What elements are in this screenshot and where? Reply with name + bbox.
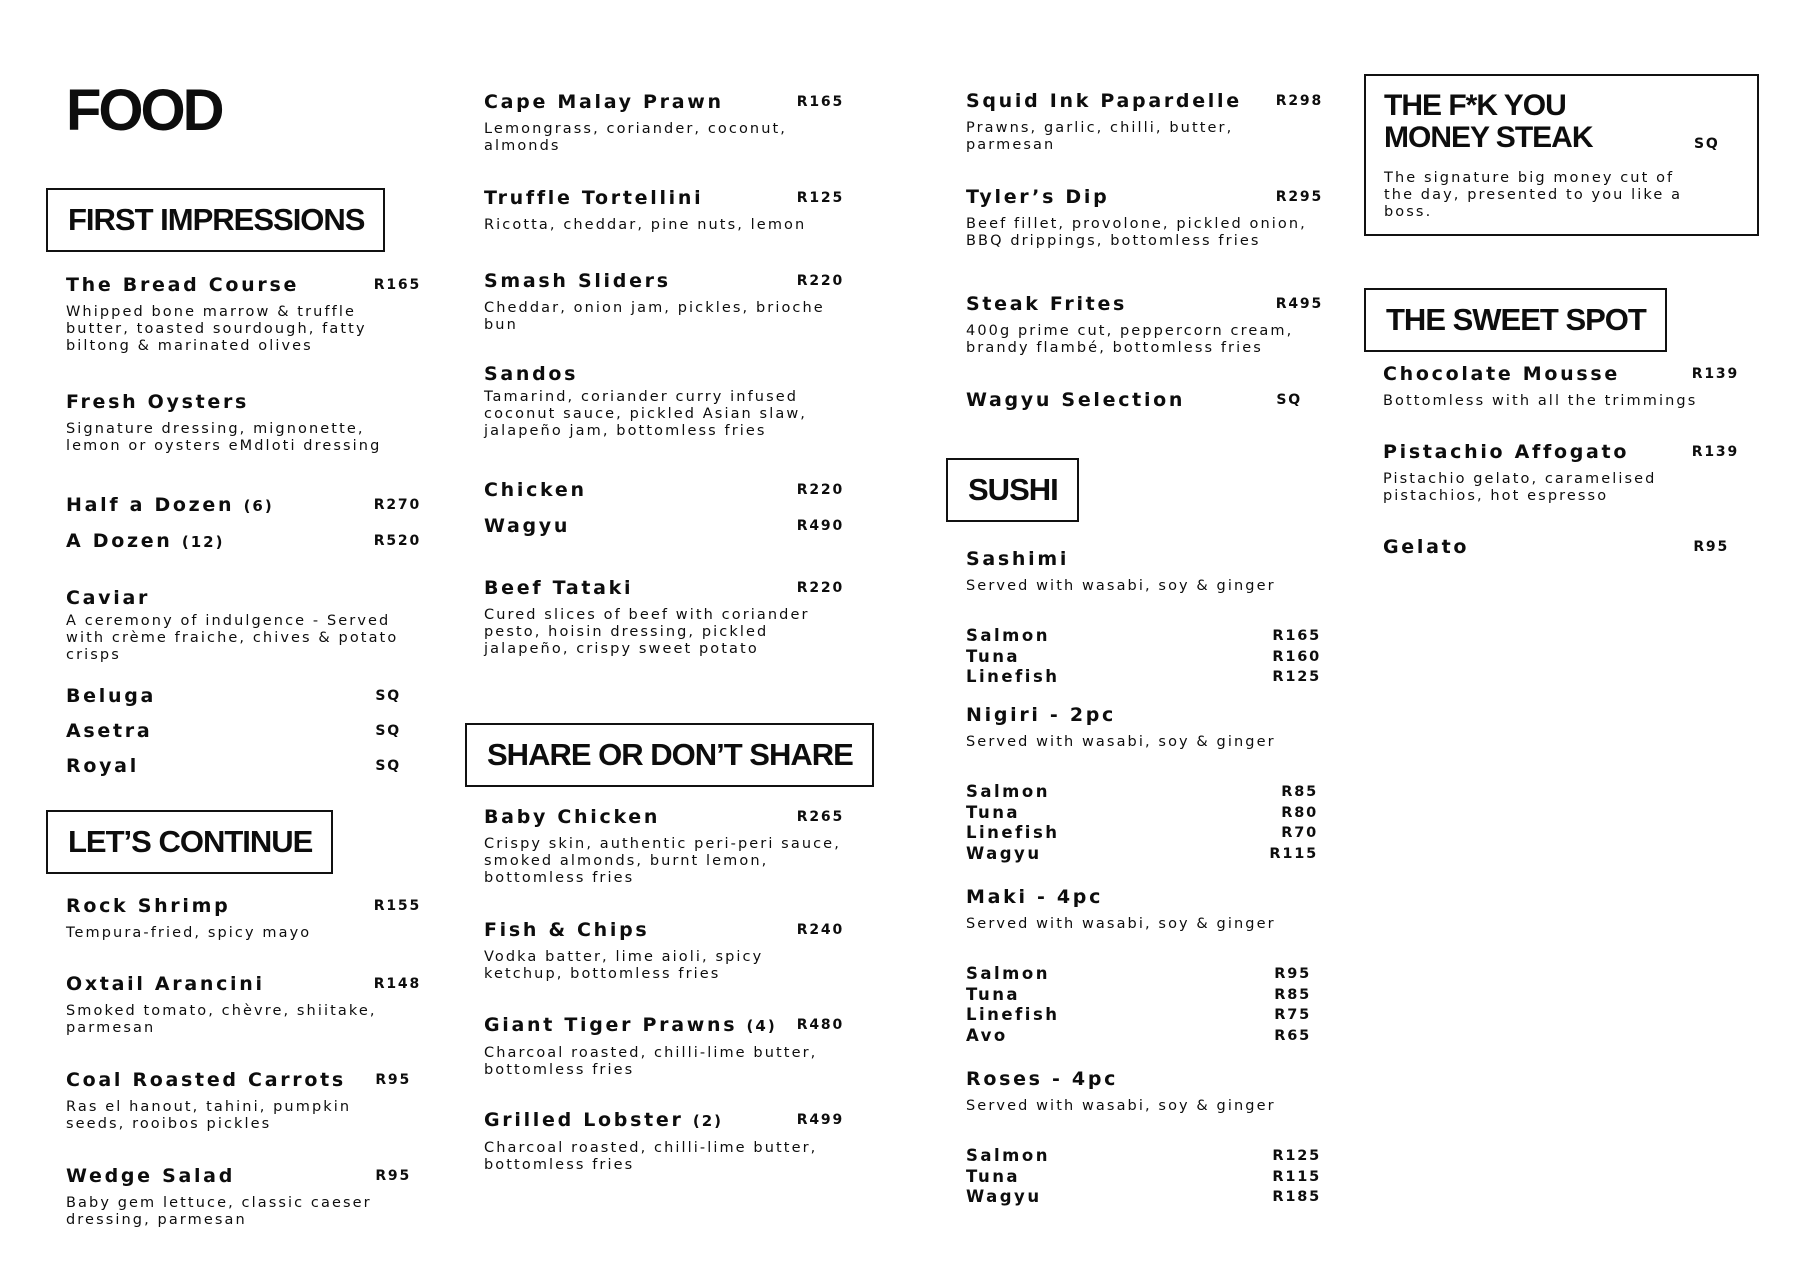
- row-price: R80: [1281, 804, 1318, 821]
- section-heading-first-impressions: FIRST IMPRESSIONS: [46, 188, 385, 252]
- item-quantity: (12): [181, 533, 225, 551]
- row-name: Salmon: [966, 964, 1050, 983]
- row-name: Linefish: [966, 823, 1060, 843]
- menu-item-beef-tataki: [484, 575, 844, 658]
- item-description: Vodka batter, lime aioli, spicy ketchup, bottomless fries: [484, 949, 764, 982]
- item-name: Smash Sliders: [484, 270, 671, 292]
- menu-item-roses: [966, 1066, 1326, 1115]
- menu-item-gelato: [1383, 534, 1729, 560]
- section-heading-lets-continue: LET’S CONTINUE: [46, 810, 333, 874]
- price-row: [966, 1026, 1311, 1047]
- menu-item-dozen: [66, 528, 421, 555]
- item-name: Steak Frites: [966, 293, 1128, 315]
- item-name: Cape Malay Prawn: [484, 91, 724, 113]
- item-price: R298: [1275, 93, 1323, 109]
- row-name: Wagyu: [966, 1187, 1042, 1207]
- item-price: R495: [1275, 296, 1323, 312]
- menu-item-cape-malay-prawn: [484, 89, 844, 155]
- menu-item-pistachio-affogato: [1383, 439, 1739, 505]
- row-price: R115: [1272, 1168, 1321, 1185]
- menu-item-tylers-dip: [966, 184, 1323, 250]
- item-name: Nigiri - 2pc: [966, 704, 1117, 726]
- menu-item-fresh-oysters: [66, 389, 421, 455]
- item-name: Caviar: [66, 587, 151, 609]
- price-row: [966, 1146, 1321, 1167]
- menu-item-beluga: [66, 683, 401, 709]
- row-name: Tuna: [966, 646, 1021, 666]
- price-row: [966, 964, 1311, 985]
- item-description: Bottomless with all the trimmings: [1383, 393, 1698, 409]
- sashimi-price-list: [966, 626, 1321, 688]
- item-name: Pistachio Affogato: [1383, 441, 1630, 463]
- item-price: R155: [373, 898, 421, 914]
- item-price: R499: [796, 1112, 844, 1128]
- item-price: R220: [796, 482, 844, 498]
- price-row: [966, 803, 1318, 824]
- row-name: Tuna: [966, 984, 1021, 1004]
- item-name: Wagyu Selection: [966, 389, 1186, 411]
- item-description: Beef fillet, provolone, pickled onion, BBQ drippings, bottomless fries: [966, 216, 1307, 249]
- row-name: Tuna: [966, 1166, 1021, 1186]
- item-price: SQ: [375, 723, 401, 739]
- item-description: Served with wasabi, soy & ginger: [966, 734, 1276, 750]
- item-price: R520: [373, 533, 421, 549]
- item-price: R165: [796, 94, 844, 110]
- item-price: R95: [375, 1072, 411, 1088]
- row-name: Linefish: [966, 667, 1060, 687]
- row-price: R185: [1272, 1189, 1321, 1206]
- price-row: [966, 667, 1321, 688]
- price-row: [966, 985, 1311, 1006]
- row-name: Wagyu: [966, 843, 1042, 863]
- item-name: Grilled Lobster: [484, 1109, 684, 1131]
- item-description: Smoked tomato, chèvre, shiitake, parmesan: [66, 1003, 377, 1036]
- item-description: Lemongrass, coriander, coconut, almonds: [484, 121, 787, 154]
- item-price: R95: [375, 1168, 411, 1184]
- section-heading-sweet-spot: THE SWEET SPOT: [1364, 288, 1667, 352]
- item-name: Royal: [66, 755, 139, 777]
- menu-item-wagyu: [484, 513, 844, 539]
- item-name: Gelato: [1383, 536, 1470, 558]
- menu-item-sashimi: [966, 546, 1326, 595]
- row-name: Avo: [966, 1025, 1008, 1045]
- item-name: Sandos: [484, 363, 579, 385]
- section-heading-sushi: SUSHI: [946, 458, 1079, 522]
- row-price: R165: [1272, 628, 1321, 644]
- row-name: Tuna: [966, 802, 1021, 822]
- item-name: Giant Tiger Prawns: [484, 1014, 738, 1036]
- item-name: Rock Shrimp: [66, 895, 231, 917]
- item-description: Ras el hanout, tahini, pumpkin seeds, rooibos pickles: [66, 1099, 352, 1132]
- price-row: [966, 626, 1321, 647]
- item-description: Tamarind, coriander curry infused coconut sauce, pickled Asian slaw, jalapeño jam, bottomless fries: [484, 389, 807, 439]
- item-price: R265: [796, 809, 844, 825]
- row-price: R85: [1281, 784, 1318, 800]
- item-name: Baby Chicken: [484, 806, 661, 828]
- menu-item-asetra: [66, 718, 401, 744]
- menu-item-squid-ink-papardelle: [966, 88, 1323, 154]
- item-price: R148: [373, 976, 421, 992]
- menu-item-baby-chicken: [484, 804, 844, 887]
- row-price: R160: [1272, 648, 1321, 665]
- item-price: R240: [796, 922, 844, 938]
- item-price: R220: [796, 273, 844, 289]
- row-name: Salmon: [966, 1146, 1050, 1165]
- item-description: Served with wasabi, soy & ginger: [966, 916, 1276, 932]
- section-heading-share: SHARE OR DON’T SHARE: [465, 723, 874, 787]
- menu-item-maki: [966, 884, 1326, 933]
- item-price: SQ: [1276, 392, 1302, 408]
- menu-item-half-dozen: [66, 492, 421, 519]
- item-name: Fresh Oysters: [66, 391, 250, 413]
- feature-box-money-steak: [1364, 74, 1759, 236]
- item-name: Chocolate Mousse: [1383, 363, 1620, 385]
- item-name: Beef Tataki: [484, 577, 634, 599]
- item-name: Coal Roasted Carrots: [66, 1069, 346, 1091]
- nigiri-price-list: [966, 782, 1318, 864]
- menu-item-fish-and-chips: [484, 917, 844, 983]
- row-price: R70: [1281, 825, 1318, 842]
- item-description: A ceremony of indulgence - Served with crème fraiche, chives & potato crisps: [66, 613, 399, 663]
- item-name: A Dozen: [66, 530, 173, 552]
- item-price: R95: [1693, 539, 1729, 555]
- item-name: Wagyu: [484, 515, 571, 537]
- item-description: Ricotta, cheddar, pine nuts, lemon: [484, 217, 807, 233]
- item-description: Prawns, garlic, chilli, butter, parmesan: [966, 120, 1234, 153]
- item-name: Sashimi: [966, 548, 1070, 570]
- row-price: R125: [1272, 669, 1321, 686]
- page-title: FOOD: [66, 78, 222, 143]
- menu-item-grilled-lobster: [484, 1107, 844, 1174]
- item-price: R480: [796, 1017, 844, 1033]
- menu-item-smash-sliders: [484, 268, 844, 334]
- item-quantity: (2): [692, 1112, 723, 1130]
- item-description: Charcoal roasted, chilli-lime butter, bottomless fries: [484, 1140, 818, 1173]
- roses-price-list: [966, 1146, 1321, 1208]
- item-description: 400g prime cut, peppercorn cream, brandy flambé, bottomless fries: [966, 323, 1294, 356]
- item-price: R220: [796, 580, 844, 596]
- row-name: Salmon: [966, 782, 1050, 801]
- menu-item-royal: [66, 753, 401, 779]
- item-name: Tyler’s Dip: [966, 186, 1110, 208]
- menu-item-chocolate-mousse: [1383, 361, 1739, 410]
- feature-title: [1384, 90, 1592, 154]
- item-quantity: (4): [746, 1017, 777, 1035]
- item-name: Asetra: [66, 720, 153, 742]
- item-quantity: (6): [243, 497, 274, 515]
- item-name: Beluga: [66, 685, 157, 707]
- item-name: The Bread Course: [66, 274, 300, 296]
- item-name: Half a Dozen: [66, 494, 235, 516]
- price-row: [966, 647, 1321, 668]
- item-price: R490: [796, 518, 844, 534]
- price-row: [966, 782, 1318, 803]
- maki-price-list: [966, 964, 1311, 1046]
- item-description: Served with wasabi, soy & ginger: [966, 1098, 1276, 1114]
- item-name: Fish & Chips: [484, 919, 650, 941]
- item-name: Roses - 4pc: [966, 1068, 1119, 1090]
- menu-item-oxtail-arancini: [66, 971, 421, 1037]
- menu-item-sandos: [484, 361, 854, 440]
- feature-title-line-2: MONEY STEAK: [1384, 121, 1593, 154]
- menu-item-chicken: [484, 477, 844, 503]
- item-name: Truffle Tortellini: [484, 187, 704, 209]
- feature-price: SQ: [1694, 136, 1720, 152]
- item-description: Served with wasabi, soy & ginger: [966, 578, 1276, 594]
- row-price: R85: [1274, 986, 1311, 1003]
- menu-item-truffle-tortellini: [484, 185, 844, 234]
- menu-item-wagyu-selection: [966, 387, 1302, 413]
- menu-item-giant-tiger-prawns: [484, 1012, 844, 1079]
- item-description: Cheddar, onion jam, pickles, brioche bun: [484, 300, 825, 333]
- price-row: [966, 823, 1318, 844]
- item-price: R139: [1691, 444, 1739, 460]
- row-name: Salmon: [966, 626, 1050, 645]
- item-name: Maki - 4pc: [966, 886, 1104, 908]
- item-description: Signature dressing, mignonette, lemon or oysters eMdloti dressing: [66, 421, 382, 454]
- item-name: Wedge Salad: [66, 1165, 236, 1187]
- item-price: R270: [373, 497, 421, 513]
- item-price: SQ: [375, 688, 401, 704]
- row-name: Linefish: [966, 1005, 1060, 1025]
- item-description: Whipped bone marrow & truffle butter, toasted sourdough, fatty biltong & marinated olives: [66, 304, 367, 354]
- row-price: R115: [1269, 845, 1318, 862]
- item-price: R125: [796, 190, 844, 206]
- menu-item-caviar: [66, 585, 431, 664]
- row-price: R95: [1274, 966, 1311, 982]
- item-description: Baby gem lettuce, classic caeser dressing, parmesan: [66, 1195, 372, 1228]
- menu-item-steak-frites: [966, 291, 1336, 357]
- row-price: R65: [1274, 1027, 1311, 1044]
- feature-title-line-1: THE F*K YOU: [1384, 89, 1566, 122]
- price-row: [966, 1005, 1311, 1026]
- menu-item-rock-shrimp: [66, 893, 421, 942]
- item-description: Tempura-fried, spicy mayo: [66, 925, 312, 941]
- menu-item-wedge-salad: [66, 1163, 411, 1229]
- item-description: Crispy skin, authentic peri-peri sauce, smoked almonds, burnt lemon, bottomless fries: [484, 836, 841, 886]
- item-name: Squid Ink Papardelle: [966, 90, 1242, 112]
- feature-description: The signature big money cut of the day, presented to you like a boss.: [1384, 170, 1683, 220]
- price-row: [966, 1167, 1321, 1188]
- row-price: R75: [1274, 1007, 1311, 1024]
- price-row: [966, 844, 1318, 865]
- menu-item-nigiri: [966, 702, 1326, 751]
- item-description: Pistachio gelato, caramelised pistachios, hot espresso: [1383, 471, 1657, 504]
- item-price: R139: [1691, 366, 1739, 382]
- item-description: Charcoal roasted, chilli-lime butter, bottomless fries: [484, 1045, 818, 1078]
- item-price: R295: [1275, 189, 1323, 205]
- item-price: R165: [373, 277, 421, 293]
- item-description: Cured slices of beef with coriander pesto, hoisin dressing, pickled jalapeño, crispy sweet potato: [484, 607, 810, 657]
- item-name: Chicken: [484, 479, 587, 501]
- row-price: R125: [1272, 1148, 1321, 1164]
- menu-item-bread-course: [66, 272, 421, 355]
- item-name: Oxtail Arancini: [66, 973, 265, 995]
- price-row: [966, 1187, 1321, 1208]
- menu-item-coal-roasted-carrots: [66, 1067, 411, 1133]
- item-price: SQ: [375, 758, 401, 774]
